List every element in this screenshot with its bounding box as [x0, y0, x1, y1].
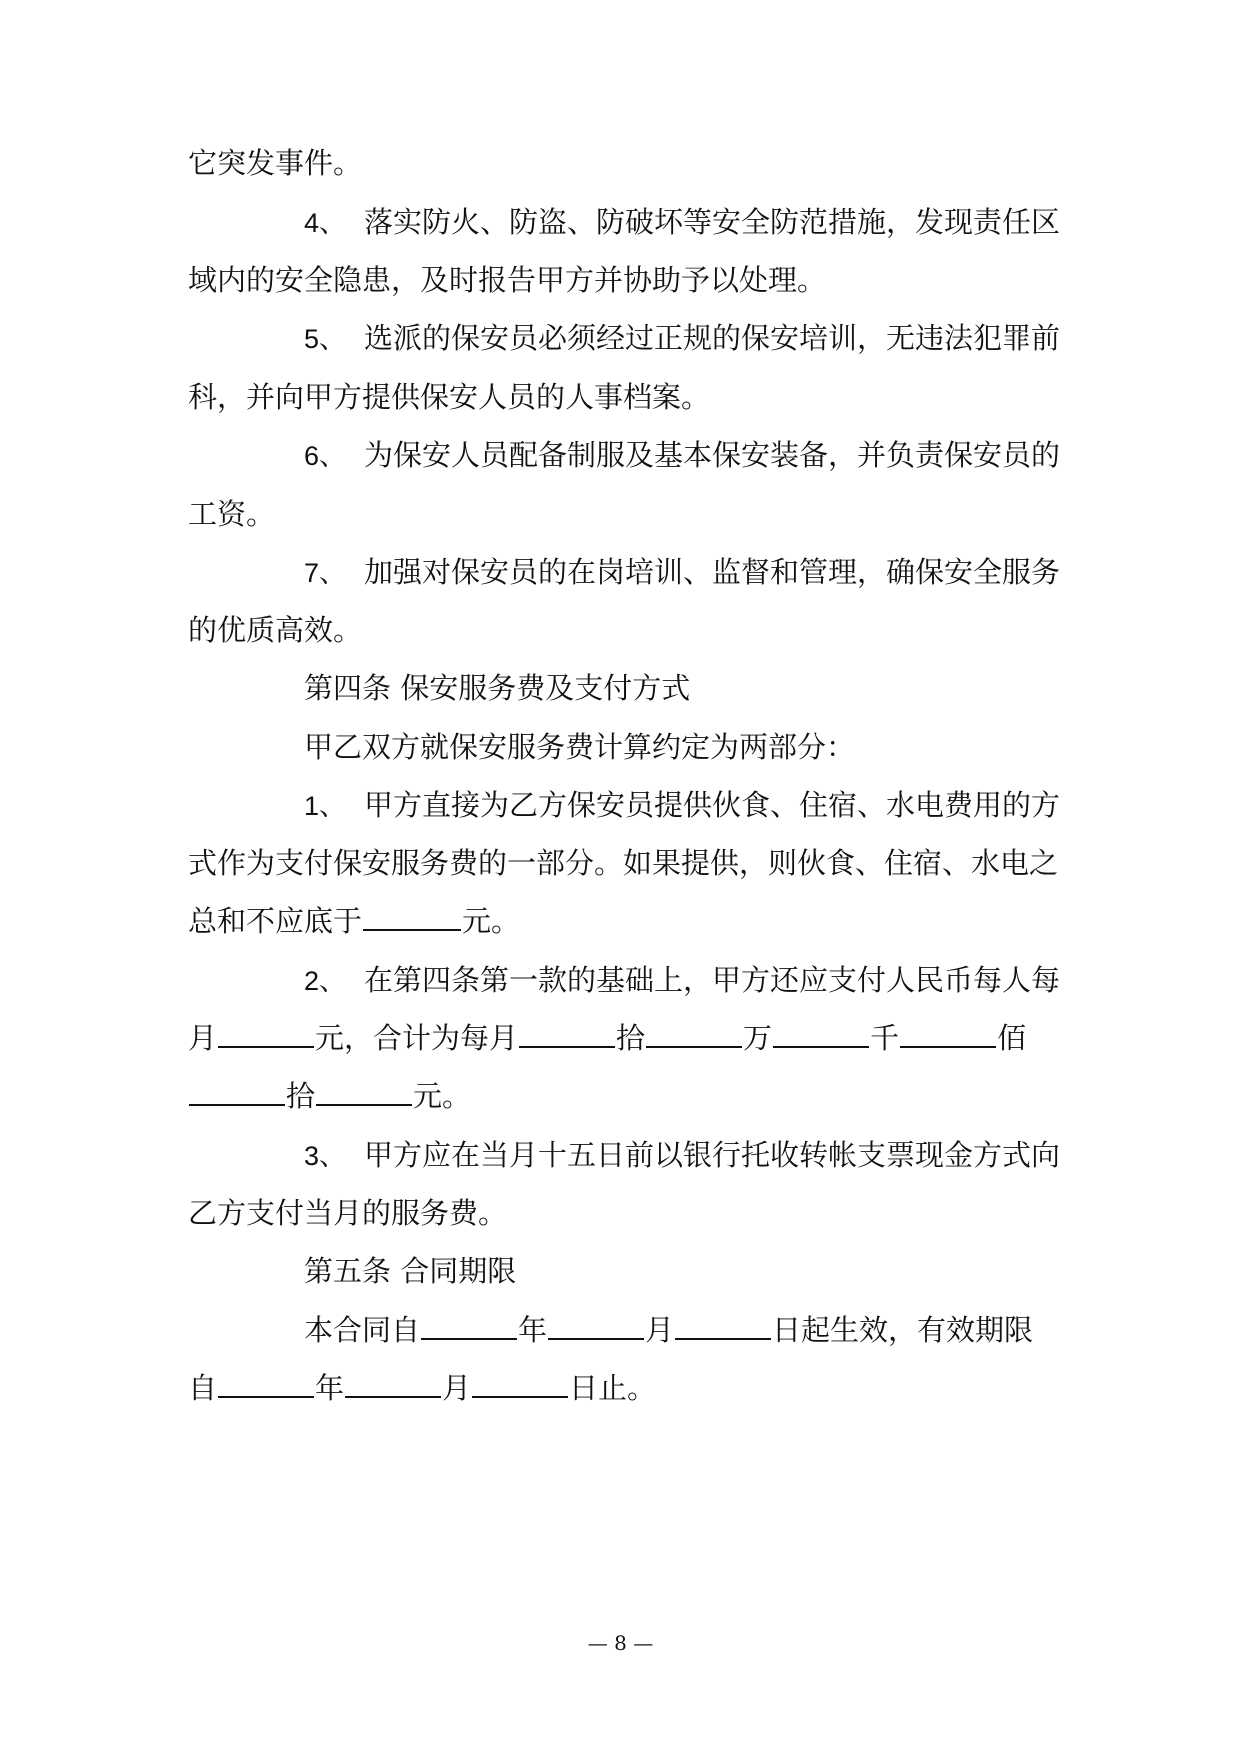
text: 甲乙双方就保安服务费计算约定为两部分： — [304, 730, 856, 764]
fill-in-blank[interactable] — [519, 1018, 615, 1048]
list-item-6 — [304, 435, 1068, 476]
text: 在第四条第一款的基础上，甲方还应支付人民币每人每 — [364, 963, 1061, 997]
article-4-heading — [304, 668, 1068, 708]
paragraph-line — [188, 610, 1068, 650]
list-item-4 — [304, 202, 1068, 243]
fill-in-blank[interactable] — [421, 1310, 517, 1340]
text: 千 — [870, 1021, 900, 1055]
text: 拾 — [616, 1021, 646, 1055]
list-item-5 — [304, 318, 1068, 359]
article-4-intro — [304, 727, 1068, 767]
text: 月 — [188, 1021, 218, 1055]
paragraph-line — [188, 494, 1068, 534]
fill-in-blank[interactable] — [363, 901, 461, 931]
paragraph-line — [188, 377, 1068, 417]
paragraph-line — [188, 1076, 1068, 1116]
text: 为保安人员配备制服及基本保安装备，并负责保安员的 — [364, 438, 1061, 472]
heading-text: 第五条 合同期限 — [304, 1254, 517, 1288]
text: 佰 — [997, 1021, 1027, 1055]
text: 它突发事件。 — [188, 146, 363, 180]
fill-in-blank[interactable] — [675, 1310, 771, 1340]
payment-item-2 — [304, 960, 1068, 1001]
fill-in-blank[interactable] — [548, 1310, 644, 1340]
text: 年 — [518, 1313, 548, 1347]
fill-in-blank[interactable] — [345, 1368, 441, 1398]
list-item-7 — [304, 552, 1068, 593]
text: 甲方应在当月十五日前以银行托收转帐支票现金方式向 — [364, 1138, 1061, 1172]
text: 加强对保安员的在岗培训、监督和管理，确保安全服务 — [364, 555, 1061, 589]
text: 万 — [743, 1021, 773, 1055]
fill-in-blank[interactable] — [218, 1368, 314, 1398]
paragraph-line — [188, 143, 1068, 183]
text: 元。 — [413, 1079, 472, 1113]
page-number: — 8 — — [587, 1631, 654, 1655]
paragraph-line — [188, 1368, 1068, 1408]
paragraph-line — [188, 1018, 1068, 1058]
fill-in-blank[interactable] — [316, 1076, 412, 1106]
item-number: 1、 — [304, 791, 347, 821]
item-number: 7、 — [304, 558, 347, 588]
paragraph-line — [188, 1193, 1068, 1233]
fill-in-blank[interactable] — [646, 1018, 742, 1048]
text: 元，合计为每月 — [315, 1021, 519, 1055]
payment-item-3 — [304, 1135, 1068, 1176]
text: 日起生效，有效期限 — [772, 1313, 1034, 1347]
text: 日止。 — [569, 1371, 657, 1405]
text: 的优质高效。 — [188, 613, 363, 647]
text: 工资。 — [188, 497, 276, 531]
fill-in-blank[interactable] — [218, 1018, 314, 1048]
fill-in-blank[interactable] — [189, 1076, 285, 1106]
text: 月 — [645, 1313, 675, 1347]
item-number: 3、 — [304, 1141, 347, 1171]
text: 落实防火、防盗、防破坏等安全防范措施，发现责任区 — [364, 205, 1061, 239]
paragraph-line — [188, 843, 1068, 883]
text: 域内的安全隐患，及时报告甲方并协助予以处理。 — [188, 263, 827, 297]
paragraph-line — [188, 260, 1068, 300]
item-number: 2、 — [304, 966, 347, 996]
paragraph-line — [188, 901, 1068, 941]
text: 月 — [442, 1371, 472, 1405]
text: 甲方直接为乙方保安员提供伙食、住宿、水电费用的方 — [364, 788, 1061, 822]
heading-text: 第四条 保安服务费及支付方式 — [304, 671, 691, 705]
item-number: 6、 — [304, 441, 347, 471]
item-number: 5、 — [304, 324, 347, 354]
text: 科，并向甲方提供保安人员的人事档案。 — [188, 380, 711, 414]
article-5-term — [304, 1310, 1068, 1350]
text: 拾 — [286, 1079, 316, 1113]
text: 本合同自 — [304, 1313, 421, 1347]
fill-in-blank[interactable] — [900, 1018, 996, 1048]
item-number: 4、 — [304, 208, 347, 238]
text: 元。 — [462, 904, 521, 938]
text: 自 — [188, 1371, 218, 1405]
text: 总和不应底于 — [188, 904, 363, 938]
text: 年 — [315, 1371, 345, 1405]
fill-in-blank[interactable] — [773, 1018, 869, 1048]
article-5-heading — [304, 1251, 1068, 1291]
text: 式作为支付保安服务费的一部分。如果提供，则伙食、住宿、水电之 — [188, 846, 1059, 880]
fill-in-blank[interactable] — [472, 1368, 568, 1398]
text: 乙方支付当月的服务费。 — [188, 1196, 508, 1230]
text: 选派的保安员必须经过正规的保安培训，无违法犯罪前 — [364, 321, 1061, 355]
payment-item-1 — [304, 785, 1068, 826]
